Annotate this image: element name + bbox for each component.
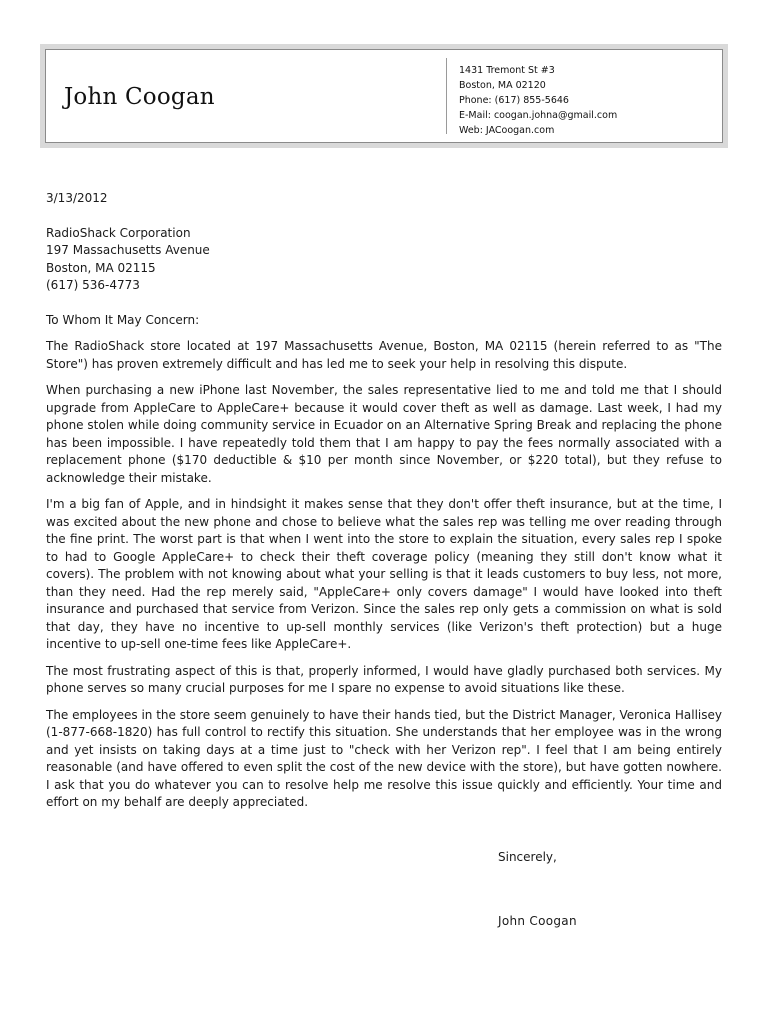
contact-block xyxy=(459,63,617,138)
paragraph: When purchasing a new iPhone last November, the sales representative lied to me and told me that I should upgrade from AppleCare to AppleCare+ because it would cover theft as well as damage. Last week, I had my phone stolen while doing community service in Ecuador on an Alternative Spring Break and replacing the phone has been impossible. I have repeatedly told them that I am happy to pay the fees normally associated with a replacement phone ($170 deductible & $10 per month since November, or $220 total), but they refuse to acknowledge their mistake. xyxy=(46,383,722,485)
letterhead-box xyxy=(45,49,723,143)
salutation: To Whom It May Concern: xyxy=(46,312,200,327)
address-line-1: 1431 Tremont St #3 xyxy=(459,65,555,76)
sender-name: John Coogan xyxy=(64,84,215,110)
recipient-street: 197 Massachusetts Avenue xyxy=(46,243,210,257)
paragraph: The RadioShack store located at 197 Massachusetts Avenue, Boston, MA 02115 (herein referred to as "The Store") has proven extremely difficult and has led me to seek your help in resolving this dispute. xyxy=(46,339,722,371)
email: E-Mail: coogan.johna@gmail.com xyxy=(459,110,618,121)
phone: Phone: (617) 855-5646 xyxy=(459,95,569,106)
address-line-2: Boston, MA 02120 xyxy=(459,80,546,91)
recipient-company: RadioShack Corporation xyxy=(46,225,191,240)
paragraph: The employees in the store seem genuinely to have their hands tied, but the District Manager, Veronica Hallisey (1-877-668-1820) has full control to rectify this situation. She understands that her employee was in the wrong and yet insists on taking days at a time just to "check with her Verizon rep". I feel that I am being entirely reasonable (and have offered to even split the cost of the new device with the store), but have gotten nowhere. I ask that you do whatever you can to resolve help me resolve this issue quickly and efficiently. Your time and effort on my behalf are deeply appreciated. xyxy=(46,707,722,809)
paragraph: The most frustrating aspect of this is that, properly informed, I would have gladly purchased both services. My phone serves so many crucial purposes for me I spare no expense to avoid situations like these. xyxy=(46,663,722,695)
closing: Sincerely, xyxy=(498,850,557,864)
paragraph: I'm a big fan of Apple, and in hindsight it makes sense that they don't offer theft insurance, but at the time, I was excited about the new phone and chose to believe what the sales rep was telling me over reading through the fine print. The worst part is that when I went into the store to explain the situation, every sales rep I spoke to had to Google AppleCare+ to check their theft coverage policy (meaning they still don't know what it covers). The problem with not knowing about what your selling is that it leads customers to buy less, not more, than they need. Had the rep merely said, "AppleCare+ only covers damage" I would have looked into theft insurance and purchased that service from Verizon. Since the sales rep only gets a commission on what is sold that day, they have no incentive to up-sell monthly services (like Verizon's theft protection) but a huge incentive to up-sell one-time fees like AppleCare+. xyxy=(46,497,722,651)
website: Web: JACoogan.com xyxy=(459,125,555,136)
letter-body xyxy=(46,190,722,821)
recipient-phone: (617) 536-4773 xyxy=(46,278,140,292)
letter-date: 3/13/2012 xyxy=(46,191,108,205)
signature-name: John Coogan xyxy=(498,914,577,928)
letterhead-divider xyxy=(446,58,447,134)
letterhead xyxy=(40,44,728,148)
recipient-city: Boston, MA 02115 xyxy=(46,260,156,275)
